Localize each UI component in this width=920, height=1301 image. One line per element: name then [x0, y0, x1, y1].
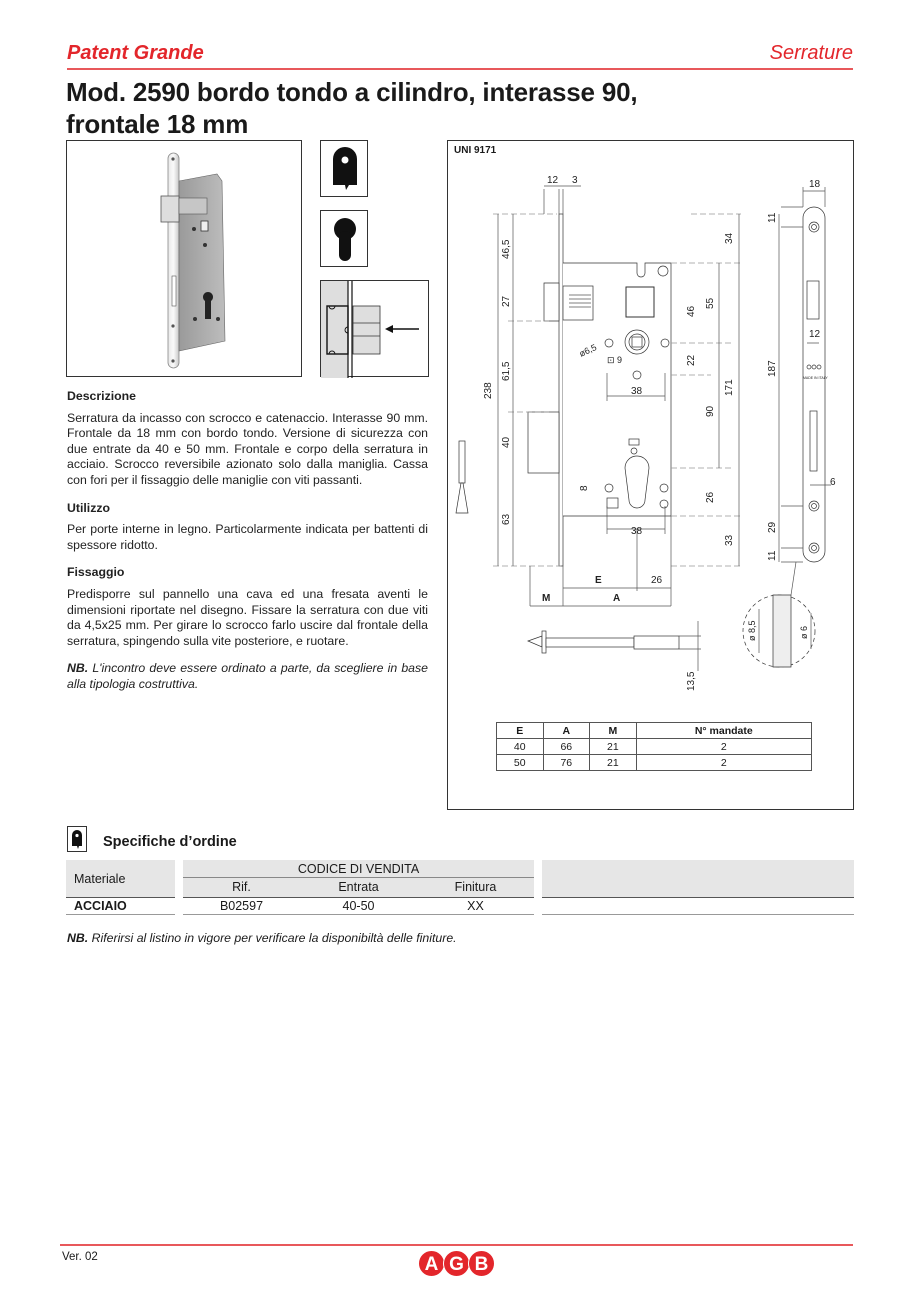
note-label: NB.	[67, 931, 89, 945]
dim-29: 29	[767, 521, 778, 533]
page-title	[66, 76, 766, 140]
dim-46-5: 46,5	[501, 239, 512, 259]
group-header: CODICE DI VENDITA	[183, 860, 534, 878]
category-title: Serrature	[769, 42, 853, 64]
heading-descrizione: Descrizione	[67, 389, 137, 403]
dim-18: 18	[809, 179, 821, 190]
col-E: E	[497, 723, 544, 739]
logo-letter: B	[468, 1250, 495, 1277]
label-A: A	[613, 593, 621, 604]
cell-finitura: XX	[467, 899, 484, 913]
table-row	[497, 739, 812, 755]
header-finitura: Finitura	[454, 880, 497, 894]
dim-11-top: 11	[767, 212, 778, 223]
label-E: E	[595, 575, 602, 586]
header-rif: Rif.	[232, 880, 251, 894]
cell-entrata: 40-50	[342, 899, 375, 913]
technical-drawing	[447, 140, 854, 810]
header-divider	[67, 68, 853, 70]
dimension-table	[496, 722, 812, 771]
dim-3: 3	[572, 175, 578, 186]
version-label: Ver. 02	[62, 1251, 98, 1263]
dim-26-vertical: 26	[705, 491, 716, 503]
col-M: M	[590, 723, 637, 739]
latch-bolt-icon-box	[320, 140, 368, 197]
dim-90: 90	[705, 405, 716, 417]
dim-6: 6	[830, 477, 836, 488]
lock-with-latch-icon	[68, 827, 86, 851]
dim-square-9: ⊡ 9	[607, 355, 623, 365]
dim-171: 171	[724, 379, 735, 396]
header-codice-vendita	[183, 860, 534, 897]
dim-26-horizontal: 26	[651, 575, 663, 586]
dim-187: 187	[767, 360, 778, 377]
note-incontro	[67, 661, 428, 692]
dim-55: 55	[705, 297, 716, 309]
header-blank	[542, 860, 854, 897]
dim-diameter-6: ø 6	[799, 625, 809, 639]
description-column	[67, 389, 428, 705]
order-specs-title: Specifiche d’ordine	[103, 834, 237, 850]
heading-utilizzo: Utilizzo	[67, 500, 111, 515]
text-utilizzo: Per porte interne in legno. Particolarmente indicata per battenti di spessore ridotto.	[67, 522, 428, 552]
divider	[542, 897, 854, 898]
dim-12: 12	[547, 175, 559, 186]
dim-38-lower: 38	[631, 526, 643, 537]
title-line-1: Mod. 2590 bordo tondo a cilindro, interasse 90,	[66, 77, 638, 107]
divider	[66, 914, 175, 915]
cell-rif: B02597	[219, 899, 264, 913]
dim-33: 33	[724, 534, 735, 546]
heading-fissaggio: Fissaggio	[67, 565, 125, 580]
label-M: M	[542, 593, 551, 604]
mortise-lock-photo-icon	[67, 141, 303, 378]
agb-logo	[420, 1250, 495, 1277]
lock-dimension-drawing-icon	[448, 141, 855, 811]
faceplate-marking: MADE IN ITALY	[803, 376, 828, 380]
cell-materiale: ACCIAIO	[74, 899, 127, 913]
dim-61-5: 61,5	[501, 361, 512, 381]
note-finiture	[67, 931, 457, 945]
dim-22: 22	[686, 354, 697, 366]
cell-E: 40	[497, 739, 544, 755]
divider	[183, 914, 534, 915]
dim-46: 46	[686, 305, 697, 317]
lock-with-latch-icon	[321, 141, 369, 198]
footer-divider	[60, 1244, 853, 1246]
cell-mandate: 2	[636, 739, 811, 755]
divider	[542, 914, 854, 915]
text-descrizione: Serratura da incasso con scrocco e catenaccio. Interasse 90 mm. Frontale da 18 mm con bordo tondo. Versione di sicurezza con due entrate da 40 e 50 mm. Frontale e corpo della serratura in acciaio. Scrocco reversibile azionato solo dalla maniglia. Cassa con fori per il fissaggio delle maniglie con viti passanti.	[67, 410, 428, 487]
dim-11-bottom: 11	[767, 550, 778, 561]
reversible-latch-diagram-icon	[321, 281, 430, 378]
cell-E: 50	[497, 755, 544, 771]
logo-letter: G	[443, 1250, 470, 1277]
col-mandate: N° mandate	[636, 723, 811, 739]
order-spec-icon-box	[67, 826, 87, 852]
header-materiale: Materiale	[66, 860, 175, 897]
dim-12-faceplate: 12	[809, 329, 821, 340]
title-line-2: frontale 18 mm	[66, 109, 249, 139]
note-text: Riferirsi al listino in vigore per verificare la disponibiltà delle finiture.	[88, 931, 457, 945]
cell-A: 76	[543, 755, 590, 771]
col-A: A	[543, 723, 590, 739]
dimension-table-header	[497, 723, 812, 739]
dim-8: 8	[579, 485, 590, 491]
dim-63: 63	[501, 513, 512, 525]
series-title: Patent Grande	[67, 42, 204, 64]
reversible-latch-box	[320, 280, 429, 377]
logo-letter: A	[418, 1250, 445, 1277]
header-entrata: Entrata	[338, 880, 379, 894]
note-text: L'incontro deve essere ordinato a parte, da scegliere in base alla tipologia costruttiva.	[67, 661, 428, 691]
note-label: NB.	[67, 661, 89, 676]
cell-A: 66	[543, 739, 590, 755]
dim-38-upper: 38	[631, 386, 643, 397]
text-fissaggio: Predisporre sul pannello una cava ed una fresata aventi le dimensioni riportate nel disegno. Fissare la serratura con due viti da 4,5x25 mm. Per girare lo scrocco farlo uscire dal frontale della serratura, spingendo sulla vite posteriore, e ruotare.	[67, 586, 428, 648]
cell-M: 21	[590, 755, 637, 771]
dim-diameter-8-5: ø 8,5	[747, 620, 757, 641]
dim-diameter-6-5: ø6,5	[577, 342, 599, 359]
table-row	[497, 755, 812, 771]
dim-13-5: 13,5	[686, 671, 697, 691]
euro-cylinder-keyhole-icon	[321, 211, 369, 268]
product-photo	[66, 140, 302, 377]
dim-27: 27	[501, 295, 512, 307]
cylinder-icon-box	[320, 210, 368, 267]
cell-M: 21	[590, 739, 637, 755]
dim-40: 40	[501, 436, 512, 448]
dim-34: 34	[724, 232, 735, 244]
cell-mandate: 2	[636, 755, 811, 771]
standard-label: UNI 9171	[454, 145, 497, 156]
dim-238: 238	[483, 382, 494, 399]
